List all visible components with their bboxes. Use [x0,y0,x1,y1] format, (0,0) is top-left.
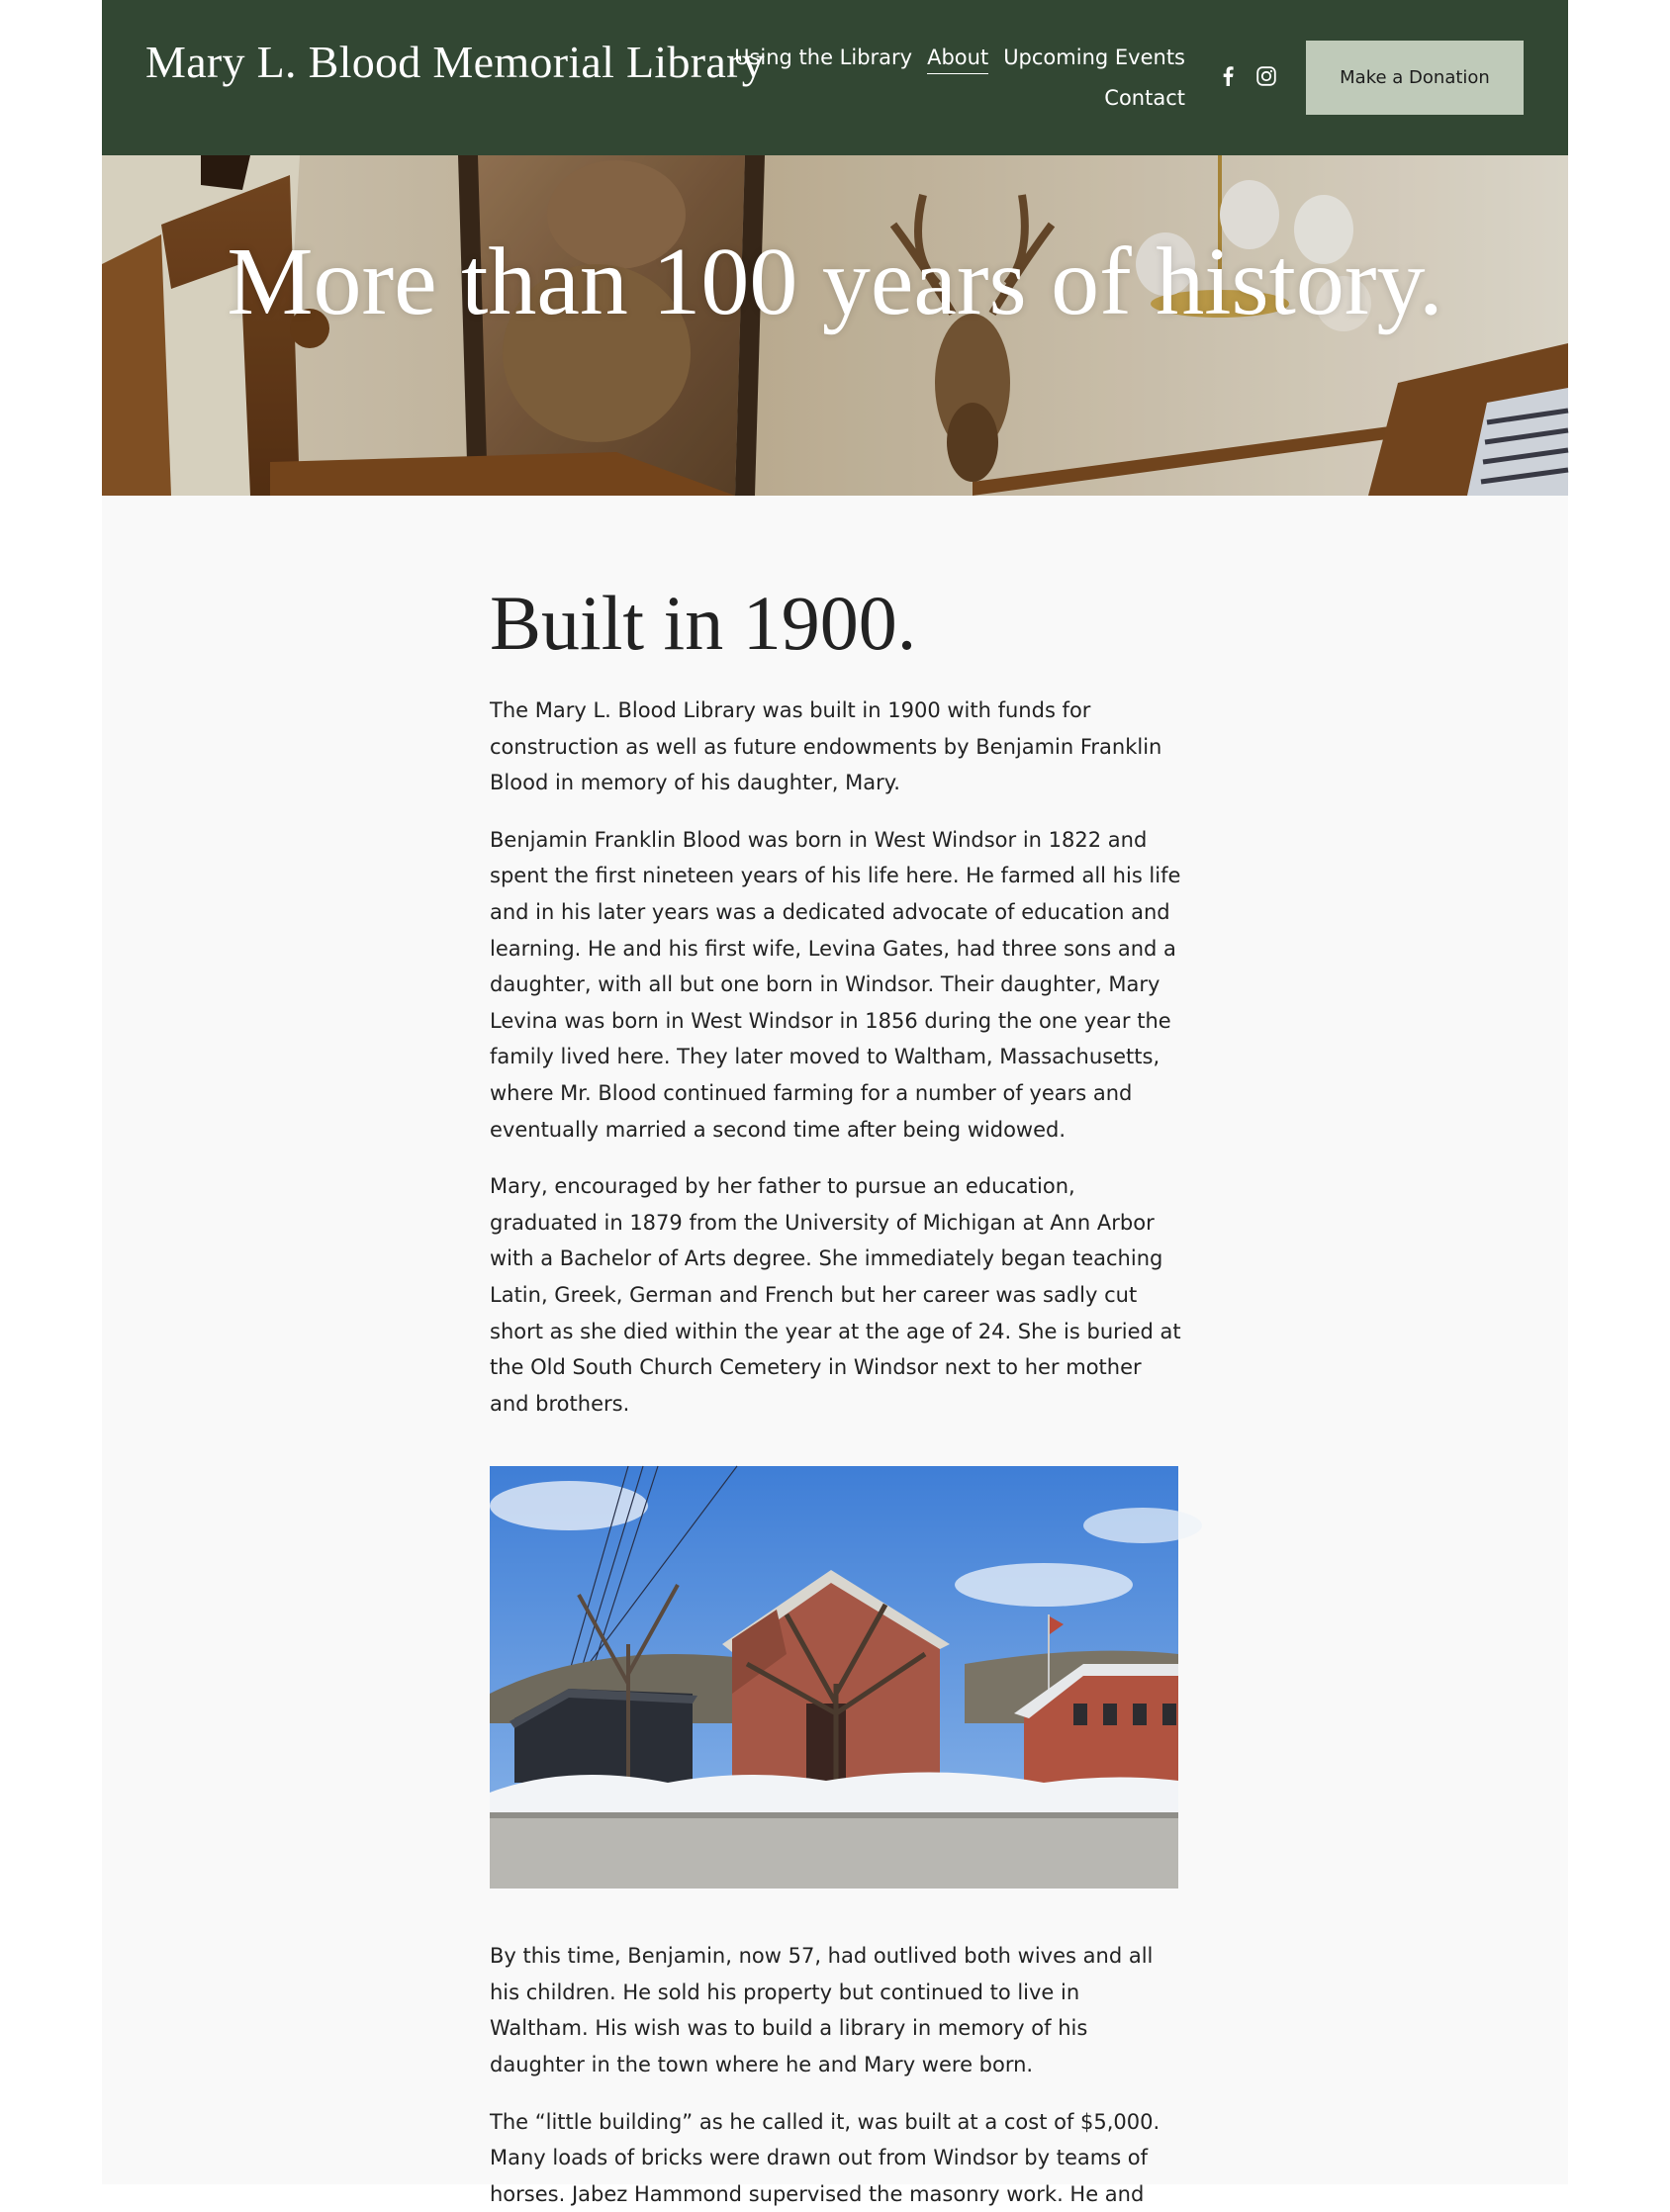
instagram-icon[interactable] [1255,65,1277,87]
nav-using-the-library[interactable]: Using the Library [734,46,913,69]
site-header [102,0,1568,155]
main-nav [734,44,1185,74]
paragraph: The Mary L. Blood Library was built in 1900 with funds for construction as well as future endowments by Benjamin Franklin Blood in memory of his daughter, Mary. [490,698,1162,795]
make-donation-button[interactable]: Make a Donation [1306,41,1524,115]
nav-contact[interactable]: Contact [1104,86,1185,110]
section-heading: Built in 1900. [490,580,917,666]
page [102,0,1568,2206]
paragraph: Mary, encouraged by her father to pursue an education, graduated in 1879 from the University of Michigan at Ann Arbor with a Bachelor of Arts degree. She immediately began teaching Latin, Greek, German and French but her career was sadly cut short as she died within the year at the age of 24. She is buried at the Old South Church Cemetery in Windsor next to her mother and brothers. [490,1174,1181,1416]
paragraph: The “little building” as he called it, was built at a cost of $5,000. Many loads of bricks were drawn out from Windsor by teams of horses. Jabez Hammond supervised the masonry work. He and [490,2109,1160,2206]
hero-title: More than 100 years of history. [227,229,1443,335]
hero-banner [102,155,1568,496]
nav-upcoming-events[interactable]: Upcoming Events [1003,46,1185,69]
facebook-icon[interactable] [1217,65,1239,87]
paragraph: Benjamin Franklin Blood was born in West Windsor in 1822 and spent the first nineteen years of his life here. He farmed all his life and in his later years was a dedicated advocate of education and learning. He and his first wife, Levina Gates, had three sons and a daughter, with all but one born in Windsor. Their daughter, Mary Levina was born in West Windsor in 1856 during the one year the family lived here. They later moved to Waltham, Massachusetts, where Mr. Blood continued farming for a number of years and eventually married a second time after being widowed. [490,827,1181,1142]
main-nav-row2 [1104,84,1185,112]
library-building-photo [490,1466,1178,1889]
site-title[interactable]: Mary L. Blood Memorial Library [145,37,766,87]
paragraph: By this time, Benjamin, now 57, had outlived both wives and all his children. He sold his property but continued to live in Waltham. His wish was to build a library in memory of his daughter in the town where he and Mary were born. [490,1944,1154,2077]
main-content [490,574,1182,2212]
nav-about[interactable]: About [927,44,988,74]
